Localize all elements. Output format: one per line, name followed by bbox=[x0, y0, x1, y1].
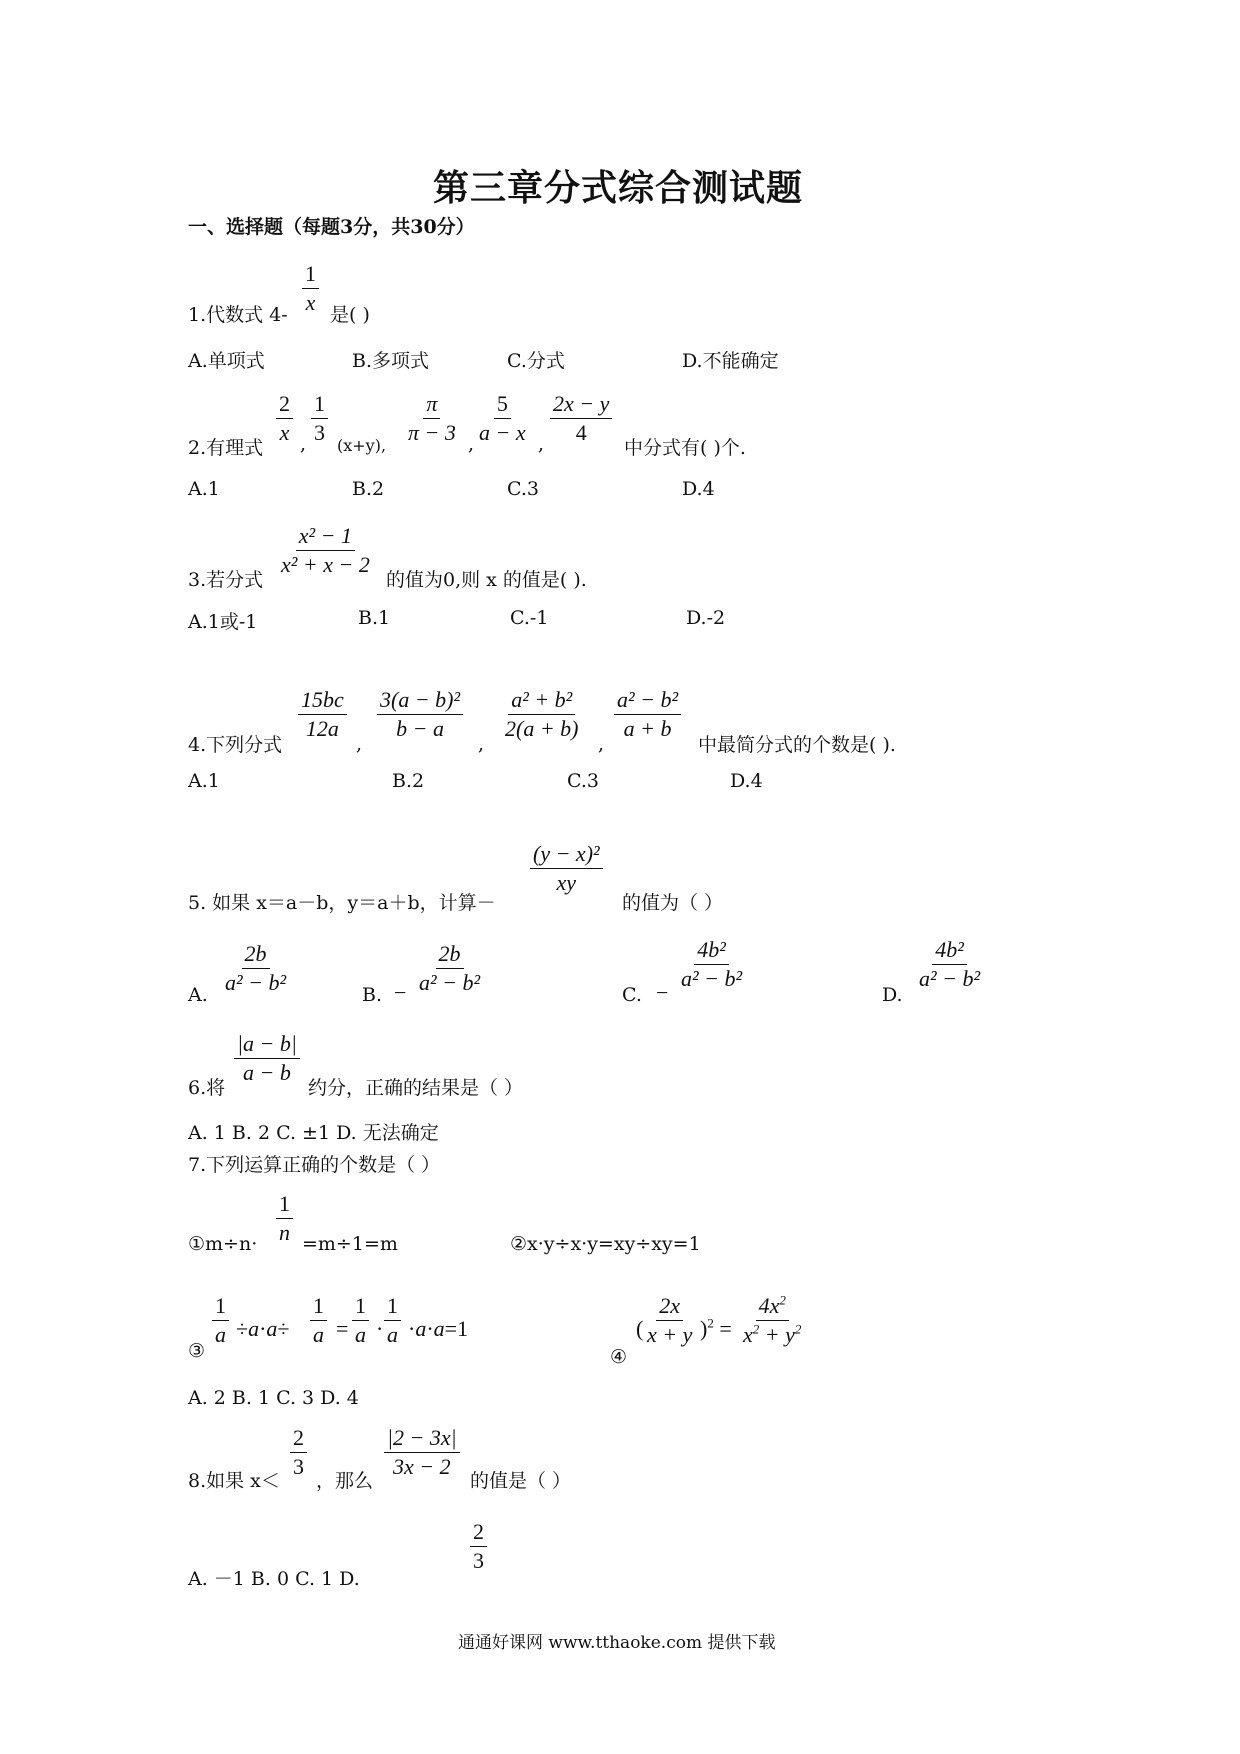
q4-f2-den: b − a bbox=[396, 716, 444, 741]
q3-text-a: 3.若分式 bbox=[188, 569, 264, 591]
q4-fraction-4 bbox=[614, 686, 681, 743]
q2-f2-den: 3 bbox=[314, 420, 325, 445]
q8-d-num: 2 bbox=[470, 1518, 487, 1547]
q5-c-den: a² − b² bbox=[681, 966, 743, 991]
q7-item3-label: ③ bbox=[188, 1340, 206, 1362]
q2-sep-1: , bbox=[300, 433, 307, 455]
q6-text-b: 约分，正确的结果是（ ） bbox=[308, 1077, 524, 1099]
q1-option-b: B.多项式 bbox=[352, 350, 430, 372]
q4-fraction-3 bbox=[502, 686, 582, 743]
q7-item1-num: 1 bbox=[276, 1190, 293, 1219]
q5-b-num: 2b bbox=[436, 940, 464, 969]
q4-sep-1: , bbox=[356, 733, 363, 755]
q4-text-b: 中最简分式的个数是( ). bbox=[698, 734, 896, 756]
q4-option-d: D.4 bbox=[730, 770, 763, 792]
q3-option-b: B.1 bbox=[358, 607, 391, 629]
q7-item3-ops-1: ÷a·a÷ bbox=[236, 1316, 290, 1341]
q8-text-mid: ，那么 bbox=[316, 1470, 374, 1492]
q2-fraction-5 bbox=[550, 390, 612, 447]
q7-item1-den: n bbox=[279, 1220, 290, 1245]
q2-fraction-3 bbox=[405, 390, 459, 447]
q8-option-d-fraction bbox=[470, 1518, 487, 1575]
q8-options: A. －1 B. 0 C. 1 D. bbox=[188, 1568, 360, 1590]
q6-text-a: 6.将 bbox=[188, 1077, 226, 1099]
q3-fraction bbox=[278, 522, 373, 579]
q5-option-b-fraction bbox=[416, 940, 483, 997]
q1-option-d: D.不能确定 bbox=[682, 350, 779, 372]
q4-fraction-2 bbox=[377, 686, 463, 743]
q2-f1-den: x bbox=[279, 420, 290, 445]
q4-text-a: 4.下列分式 bbox=[188, 734, 283, 756]
q5-d-num: 4b² bbox=[932, 936, 967, 965]
q6-fraction bbox=[234, 1030, 300, 1087]
q7-item3-dot-1: · bbox=[376, 1316, 384, 1341]
q2-mid: (x+y), bbox=[337, 436, 387, 455]
q1-text-b: 是( ) bbox=[330, 304, 370, 326]
q8-d-den: 3 bbox=[473, 1548, 484, 1573]
q2-text-b: 中分式有( )个. bbox=[624, 437, 746, 459]
q7-item4-open-paren: ( bbox=[636, 1316, 644, 1341]
q8-f2-den: 3x − 2 bbox=[393, 1454, 451, 1479]
q7-item3-frac-3: $\frac{1}{a}$ bbox=[352, 1292, 369, 1349]
q4-f4-num: a² − b² bbox=[614, 686, 681, 715]
q4-f4-den: a + b bbox=[623, 716, 672, 741]
q4-option-c: C.3 bbox=[567, 770, 599, 792]
q2-option-c: C.3 bbox=[507, 478, 539, 500]
q4-sep-3: , bbox=[598, 733, 605, 755]
q5-option-c-sign: − bbox=[656, 980, 669, 1005]
q7-item1-a: ①m÷n· bbox=[188, 1233, 258, 1255]
q2-f5-den: 4 bbox=[575, 420, 587, 445]
q3-option-d: D.-2 bbox=[686, 607, 726, 629]
q1-frac-den: x bbox=[305, 290, 316, 315]
q5-frac-den: xy bbox=[556, 870, 577, 895]
q5-option-d-fraction bbox=[916, 936, 983, 993]
q2-sep-3: , bbox=[538, 433, 545, 455]
q5-option-a-label: A. bbox=[188, 984, 208, 1006]
q8-f1-den: 3 bbox=[293, 1454, 304, 1479]
q2-f4-num: 5 bbox=[494, 390, 511, 419]
q7-item2: ②x·y÷x·y=xy÷xy=1 bbox=[510, 1233, 701, 1255]
q1-frac-num: 1 bbox=[302, 260, 319, 289]
q2-option-b: B.2 bbox=[352, 478, 385, 500]
q5-b-den: a² − b² bbox=[419, 970, 481, 995]
q4-f3-den: 2(a + b) bbox=[505, 716, 579, 741]
q8-fraction-2 bbox=[384, 1424, 460, 1481]
q5-option-b-label: B. bbox=[362, 984, 383, 1006]
q7-item4-close-paren: )$^2$ = bbox=[700, 1315, 732, 1341]
q1-text-a: 1.代数式 4- bbox=[188, 304, 288, 326]
q6-frac-num: |a − b| bbox=[234, 1030, 300, 1059]
q2-text-a: 2.有理式 bbox=[188, 437, 264, 459]
q5-option-c-label: C. bbox=[622, 984, 642, 1006]
q2-f3-num: π bbox=[423, 390, 440, 419]
q5-text-b: 的值为（ ） bbox=[622, 892, 724, 914]
q2-sep-2: , bbox=[468, 433, 475, 455]
q2-fraction-2 bbox=[311, 390, 328, 447]
q7-options: A. 2 B. 1 C. 3 D. 4 bbox=[188, 1387, 359, 1409]
q7-item4-frac-1: $\frac{2x}{x + y}$ bbox=[647, 1293, 693, 1347]
q7-item3-ops-2: ·a·a=1 bbox=[408, 1316, 469, 1341]
q6-options: A. 1 B. 2 C. ±1 D. 无法确定 bbox=[188, 1122, 439, 1144]
q5-d-den: a² − b² bbox=[919, 966, 981, 991]
q8-f1-num: 2 bbox=[290, 1424, 307, 1453]
q4-option-a: A.1 bbox=[188, 770, 220, 792]
q3-option-c: C.-1 bbox=[510, 607, 549, 629]
q8-text-a: 8.如果 x＜ bbox=[188, 1470, 280, 1492]
q7-item4-label: ④ bbox=[610, 1346, 628, 1368]
section-heading: 一、选择题（每题3分，共30分） bbox=[188, 216, 475, 238]
q5-a-num: 2b bbox=[242, 940, 270, 969]
q2-option-a: A.1 bbox=[188, 478, 220, 500]
q5-text-a: 5. 如果 x＝a－b，y＝a＋b，计算－ bbox=[188, 892, 496, 914]
page-title: 第三章分式综合测试题 bbox=[433, 167, 804, 209]
q1-fraction bbox=[302, 260, 319, 317]
q6-frac-den: a − b bbox=[243, 1060, 291, 1085]
q4-sep-2: , bbox=[478, 733, 485, 755]
q8-f2-num: |2 − 3x| bbox=[384, 1424, 460, 1453]
q5-a-den: a² − b² bbox=[225, 970, 287, 995]
q2-f2-num: 1 bbox=[311, 390, 328, 419]
page-footer: 通通好课网 www.tthaoke.com 提供下载 bbox=[458, 1633, 776, 1653]
q3-frac-num: x² − 1 bbox=[296, 522, 355, 551]
q1-option-c: C.分式 bbox=[507, 350, 565, 372]
q7-item3-frac-2: $\frac{1}{a}$ bbox=[310, 1292, 327, 1349]
q7-item4-frac-2: $\frac{4x^2}{x^2 + y^2}$ bbox=[743, 1292, 802, 1347]
q7-item1-b: =m÷1=m bbox=[302, 1233, 398, 1255]
q2-f4-den: a − x bbox=[479, 420, 526, 445]
q7-item3-frac-1: $\frac{1}{a}$ bbox=[212, 1292, 229, 1349]
q4-f2-num: 3(a − b)² bbox=[377, 686, 463, 715]
q5-fraction bbox=[530, 840, 603, 897]
q7-item3-equals-1: = bbox=[336, 1316, 349, 1341]
q5-frac-num: (y − x)² bbox=[530, 840, 603, 869]
q5-option-b-sign: − bbox=[394, 980, 407, 1005]
q2-f1-num: 2 bbox=[276, 390, 293, 419]
q4-f3-num: a² + b² bbox=[508, 686, 575, 715]
q5-option-a-fraction bbox=[222, 940, 289, 997]
q3-text-b: 的值为0,则 x 的值是( ). bbox=[386, 569, 587, 591]
q5-option-c-fraction bbox=[678, 936, 745, 993]
q8-text-b: 的值是（ ） bbox=[470, 1470, 572, 1492]
q5-c-num: 4b² bbox=[694, 936, 729, 965]
q8-fraction-1 bbox=[290, 1424, 307, 1481]
q1-option-a: A.单项式 bbox=[188, 350, 265, 372]
q7-item3-frac-4: $\frac{1}{a}$ bbox=[384, 1292, 401, 1349]
q2-fraction-4 bbox=[476, 390, 529, 447]
q3-frac-den: x² + x − 2 bbox=[281, 552, 370, 577]
q2-f3-den: π − 3 bbox=[408, 420, 456, 445]
q4-f1-den: 12a bbox=[305, 716, 339, 741]
q2-fraction-1 bbox=[276, 390, 293, 447]
q7-item1-fraction bbox=[276, 1190, 293, 1247]
q4-option-b: B.2 bbox=[392, 770, 425, 792]
q3-option-a: A.1或-1 bbox=[188, 611, 258, 633]
q2-option-d: D.4 bbox=[682, 478, 715, 500]
q7-text: 7.下列运算正确的个数是（ ） bbox=[188, 1154, 441, 1176]
q5-option-d-label: D. bbox=[882, 984, 903, 1006]
q2-f5-num: 2x − y bbox=[550, 390, 612, 419]
q4-f1-num: 15bc bbox=[298, 686, 347, 715]
q4-fraction-1 bbox=[298, 686, 347, 743]
